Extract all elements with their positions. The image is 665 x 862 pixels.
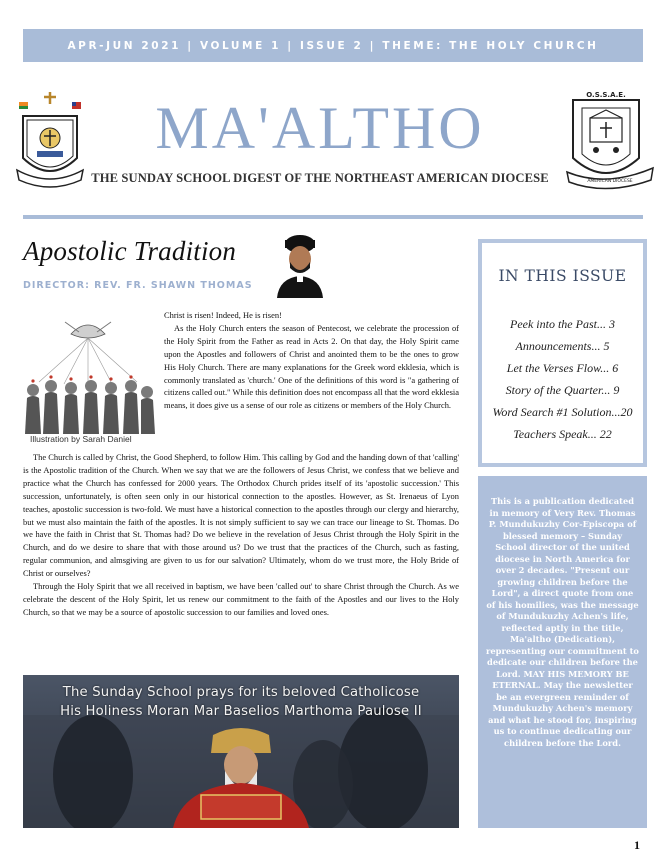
article-paragraph: The Church is called by Christ, the Good Shepherd, to follow Him. This calling by God and the handing down of that 'calling' is the Apostolic tradition of the Church. When we say that we are the followers of Jesus Christ, we confess that we believe and practice what the Church has confessed for 2000 years. The Orthodox Church prides itself of its 'apostolic succession.' This succession, unfortunately, is often seen only in our historical connection to the apostles. However, as St. Irenaeus of Lyon teaches, apostolic succession is two-fold. We must have a historical connection to the apostles through our clergy and hierarchy, but we must also maintain the faith of the apostles. It is not simply sufficient to say we can trace our lineage to St. Thomas. Do we have the faith in Christ that St. Thomas had? Do we believe in the revelation of Jesus Christ through the Holy Spirit in the Church, and do we desire to share that with those around us? Do we trust that the practices of the Church, such as fasting, regular communion, and almsgiving are given to us for our salvation? Ultimately, whom do we trust more, the Holy Bride of Christ or ourselves?: [23, 452, 459, 579]
issue-item[interactable]: Story of the Quarter... 9: [505, 383, 620, 397]
issue-item[interactable]: Peek into the Past... 3: [510, 317, 615, 331]
diocese-emblem-icon: [15, 88, 85, 192]
issue-bar: [23, 29, 643, 62]
illustration-caption: Illustration by Sarah Daniel: [30, 434, 132, 444]
issue-item[interactable]: Announcements... 5: [515, 339, 610, 353]
article-paragraph: Through the Holy Spirit that we all received in baptism, we have been 'called out' to share Christ through the Church. As we celebrate the descent of the Holy Spirit, let us renew our commitment to the faith of the Apostles and our lives to the Holy Church, so that we may be a source of apostolic succession to our families and loved ones.: [23, 581, 459, 617]
ossae-seal-icon: [565, 88, 657, 198]
photo-caption: [23, 683, 459, 721]
memorial-text: This is a publication dedicated in memory of Very Rev. Thomas P. Mundukuzhy Cor-Episcopa of blessed memory – Sunday School director of the united diocese in North America for over 2 decades. "Present our growing children before the Lord", a direct quote from one of his homilies, was the message of Mundukuzhy Achen's life, reflected aptly in the title, Ma'altho (Dedication), representing our commitment to dedicate our children before the Lord. MAY HIS MEMORY BE ETERNAL. May the newsletter be an evergreen reminder of Mundukuzhy Achen's memory and what he stood for, inspiring us to continue dedicating our children before the Lord.: [486, 496, 639, 748]
article-title: Apostolic Tradition: [23, 236, 237, 266]
issue-bar-text: APR-JUN 2021 | VOLUME 1 | ISSUE 2 | THEME: THE HOLY CHURCH: [67, 39, 599, 52]
article-body-text: [23, 451, 459, 619]
pentecost-illustration: [19, 312, 157, 434]
article-paragraph: As the Holy Church enters the season of Pentecost, we celebrate the procession of the Holy Spirit from the Father as read in Acts 2. On that day, the Holy Spirit came upon the Apostles and followers of Christ and anointed them to be the ones to grow His Holy Church. There are many explanations for the Greek word ekklesia, which is commonly translated as 'church.' One of the definitions of this word is "a gathering of citizens called out." While this definition does not encompass all that the word ekklesia means, it does give us a sense of our role as citizens or members of the Holy Church.: [164, 322, 459, 411]
catholicose-photo: [23, 675, 459, 828]
newsletter-subtitle: THE SUNDAY SCHOOL DIGEST OF THE NORTHEAST AMERICAN DIOCESE: [91, 171, 549, 185]
issue-item[interactable]: Let the Verses Flow... 6: [506, 361, 619, 375]
in-this-issue-box: [478, 239, 647, 467]
header-divider: [23, 215, 643, 219]
in-this-issue-list: [482, 313, 643, 445]
article-intro-text: [164, 309, 459, 412]
seal-banner-text: AMERICAN DIOCESE: [587, 179, 633, 184]
director-portrait: [273, 232, 327, 298]
page-number: 1: [634, 838, 640, 852]
newsletter-title: MA'ALTHO: [155, 95, 485, 161]
issue-item[interactable]: Word Search #1 Solution...20: [492, 405, 633, 419]
issue-item[interactable]: Teachers Speak... 22: [513, 427, 612, 441]
photo-caption-line2: His Holiness Moran Mar Baselios Marthoma Paulose II: [60, 704, 422, 719]
photo-caption-line1: The Sunday School prays for its beloved Catholicose: [62, 685, 420, 700]
memorial-dedication-box: [478, 476, 647, 828]
in-this-issue-heading: IN THIS ISSUE: [498, 267, 627, 285]
article-paragraph: Christ is risen! Indeed, He is risen!: [164, 310, 282, 320]
article-director: DIRECTOR: REV. FR. SHAWN THOMAS: [23, 280, 253, 291]
seal-top-text: O.S.S.A.E.: [586, 91, 626, 99]
